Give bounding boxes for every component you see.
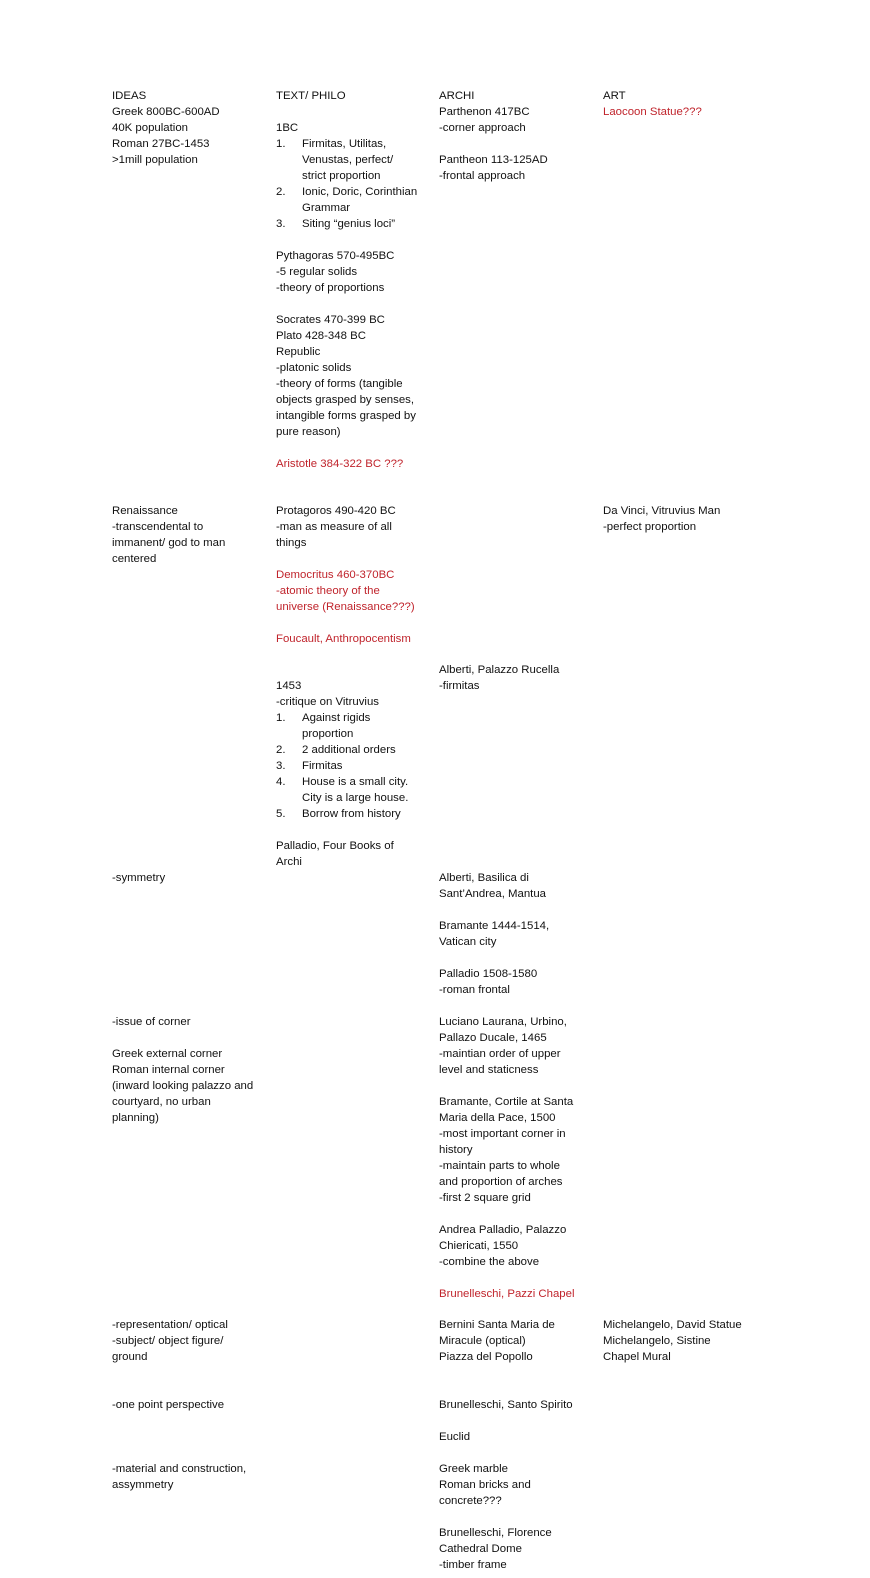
note-line: -first 2 square grid [439,1192,531,1204]
note-line: Alberti, Basilica di [439,872,529,884]
note-line-highlight: Brunelleschi, Pazzi Chapel [439,1288,575,1300]
note-line: Roman internal corner [112,1064,225,1076]
note-line-highlight: Foucault, Anthropocentism [276,633,411,645]
note-line: Renaissance [112,505,178,517]
note-line: pure reason) [276,426,341,438]
note-line: Brunelleschi, Santo Spirito [439,1399,573,1411]
note-line: Parthenon 417BC [439,106,530,118]
note-line: Vatican city [439,936,497,948]
list-item [276,710,431,726]
text-block [276,503,431,647]
note-line: Protagoros 490-420 BC [276,505,396,517]
note-line [439,1206,597,1222]
list-item-text: Against rigids [302,712,371,724]
note-line: Archi [276,856,302,868]
note-line [439,1445,597,1461]
note-line [439,1413,597,1429]
note-line: -platonic solids [276,362,352,374]
archi-block [439,1014,597,1302]
note-line: (inward looking palazzo and [112,1080,254,1092]
list-item [276,790,431,806]
note-line: -material and construction, [112,1463,247,1475]
list-item [276,726,431,742]
archi-block [439,1317,597,1365]
list-item-text: Venustas, perfect/ [302,154,394,166]
art-block [603,88,763,120]
archi-block [439,88,597,184]
list-item [276,136,431,152]
note-line: -critique on Vitruvius [276,696,379,708]
note-line: intangible forms grasped by [276,410,416,422]
note-line [439,950,597,966]
note-line: planning) [112,1112,159,1124]
list-number: 2. [276,744,286,756]
ideas-block [112,1014,267,1126]
note-line: Maria della Pace, 1500 [439,1112,556,1124]
note-line: concrete??? [439,1495,502,1507]
list-item [276,806,431,822]
note-line: Pantheon 113-125AD [439,154,548,166]
list-item-text: 2 additional orders [302,744,396,756]
note-line [276,296,431,312]
list-number: 5. [276,808,286,820]
list-item [276,200,431,216]
note-line: -one point perspective [112,1399,225,1411]
list-number: 1. [276,138,286,150]
note-line: centered [112,553,157,565]
note-line: -timber frame [439,1559,507,1571]
note-line: >1mill population [112,154,198,166]
note-line: -maintain parts to whole [439,1160,560,1172]
ideas-block [112,503,267,567]
note-line: 40K population [112,122,189,134]
note-line: IDEAS [112,90,147,102]
text-block [276,88,431,472]
note-line: Palladio 1508-1580 [439,968,538,980]
archi-block [439,870,597,998]
note-line: Euclid [439,1431,471,1443]
note-line: and proportion of arches [439,1176,563,1188]
note-line [276,104,431,120]
list-item-text: Firmitas [302,760,343,772]
note-line: Alberti, Palazzo Rucella [439,664,560,676]
note-line: Socrates 470-399 BC [276,314,385,326]
note-line [439,1270,597,1286]
note-line: -frontal approach [439,170,526,182]
note-line: -subject/ object figure/ [112,1335,224,1347]
note-line: -combine the above [439,1256,540,1268]
note-line: -5 regular solids [276,266,358,278]
list-item [276,742,431,758]
list-item-text: Firmitas, Utilitas, [302,138,387,150]
note-line: -most important corner in [439,1128,566,1140]
note-line [439,136,597,152]
note-line: -representation/ optical [112,1319,228,1331]
art-block [603,503,763,535]
note-line: ground [112,1351,148,1363]
note-line: -theory of proportions [276,282,385,294]
list-item-text: City is a large house. [302,792,409,804]
note-line: objects grasped by senses, [276,394,415,406]
ideas-block [112,870,267,886]
note-line [276,615,431,631]
archi-block [439,1397,597,1573]
note-line: Greek 800BC-600AD [112,106,220,118]
note-line: -firmitas [439,680,480,692]
note-line: Republic [276,346,321,358]
list-number: 2. [276,186,286,198]
note-line: Piazza del Popollo [439,1351,533,1363]
list-item-text: strict proportion [302,170,381,182]
note-line: Michelangelo, David Statue [603,1319,742,1331]
note-line: Chiericati, 1550 [439,1240,519,1252]
note-line: ARCHI [439,90,475,102]
list-item [276,216,431,232]
list-item [276,774,431,790]
note-line: Greek marble [439,1463,509,1475]
note-line: -maintian order of upper [439,1048,561,1060]
note-line: Plato 428-348 BC [276,330,366,342]
note-line: Brunelleschi, Florence [439,1527,552,1539]
note-line [276,822,431,838]
note-line: 1BC [276,122,299,134]
note-line: ART [603,90,626,102]
list-item-text: Siting “genius loci” [302,218,396,230]
list-item-text: Borrow from history [302,808,401,820]
note-line: level and staticness [439,1064,539,1076]
note-line: -transcendental to [112,521,204,533]
art-block [603,1317,763,1365]
ideas-block [112,1397,267,1413]
note-line-highlight: Aristotle 384-322 BC ??? [276,458,404,470]
note-line: Da Vinci, Vitruvius Man [603,505,721,517]
note-line: -roman frontal [439,984,510,996]
note-line [112,1030,267,1046]
list-item-text: proportion [302,728,354,740]
note-line: 1453 [276,680,302,692]
note-line [439,1078,597,1094]
archi-block [439,662,597,694]
note-line: TEXT/ PHILO [276,90,346,102]
note-line [276,232,431,248]
list-item [276,152,431,168]
note-line: Pallazo Ducale, 1465 [439,1032,547,1044]
note-line: assymmetry [112,1479,174,1491]
ideas-block [112,1317,267,1365]
note-line [276,440,431,456]
list-number: 3. [276,218,286,230]
note-line: history [439,1144,473,1156]
list-item [276,168,431,184]
list-item [276,758,431,774]
list-number: 3. [276,760,286,772]
note-line: Michelangelo, Sistine [603,1335,711,1347]
note-line: Sant’Andrea, Mantua [439,888,547,900]
note-line: Roman bricks and [439,1479,531,1491]
ideas-block [112,88,267,168]
note-line: Andrea Palladio, Palazzo [439,1224,567,1236]
note-line: immanent/ god to man [112,537,226,549]
note-line: Bramante 1444-1514, [439,920,550,932]
note-line: Cathedral Dome [439,1543,522,1555]
note-line [276,551,431,567]
note-line-highlight: universe (Renaissance???) [276,601,415,613]
note-line: -corner approach [439,122,526,134]
text-block [276,678,431,870]
note-line-highlight: -atomic theory of the [276,585,380,597]
note-line [439,1509,597,1525]
note-line: Roman 27BC-1453 [112,138,210,150]
note-line: -symmetry [112,872,166,884]
note-line-highlight: Democritus 460-370BC [276,569,395,581]
note-line: courtyard, no urban [112,1096,211,1108]
note-line: -man as measure of all [276,521,392,533]
note-line: Bramante, Cortile at Santa [439,1096,574,1108]
note-line: Palladio, Four Books of [276,840,394,852]
list-number: 1. [276,712,286,724]
note-line: things [276,537,307,549]
list-item-text: House is a small city. [302,776,409,788]
list-item-text: Ionic, Doric, Corinthian [302,186,418,198]
note-line: Miracule (optical) [439,1335,526,1347]
note-line: -issue of corner [112,1016,191,1028]
list-item-text: Grammar [302,202,351,214]
note-line [439,902,597,918]
note-line-highlight: Laocoon Statue??? [603,106,702,118]
note-line: Luciano Laurana, Urbino, [439,1016,567,1028]
note-line: -theory of forms (tangible [276,378,403,390]
note-line: Chapel Mural [603,1351,671,1363]
note-line: -perfect proportion [603,521,697,533]
list-number: 4. [276,776,286,788]
note-line: Greek external corner [112,1048,223,1060]
ideas-block [112,1461,267,1493]
list-item [276,184,431,200]
note-line: Bernini Santa Maria de [439,1319,555,1331]
note-line: Pythagoras 570-495BC [276,250,395,262]
